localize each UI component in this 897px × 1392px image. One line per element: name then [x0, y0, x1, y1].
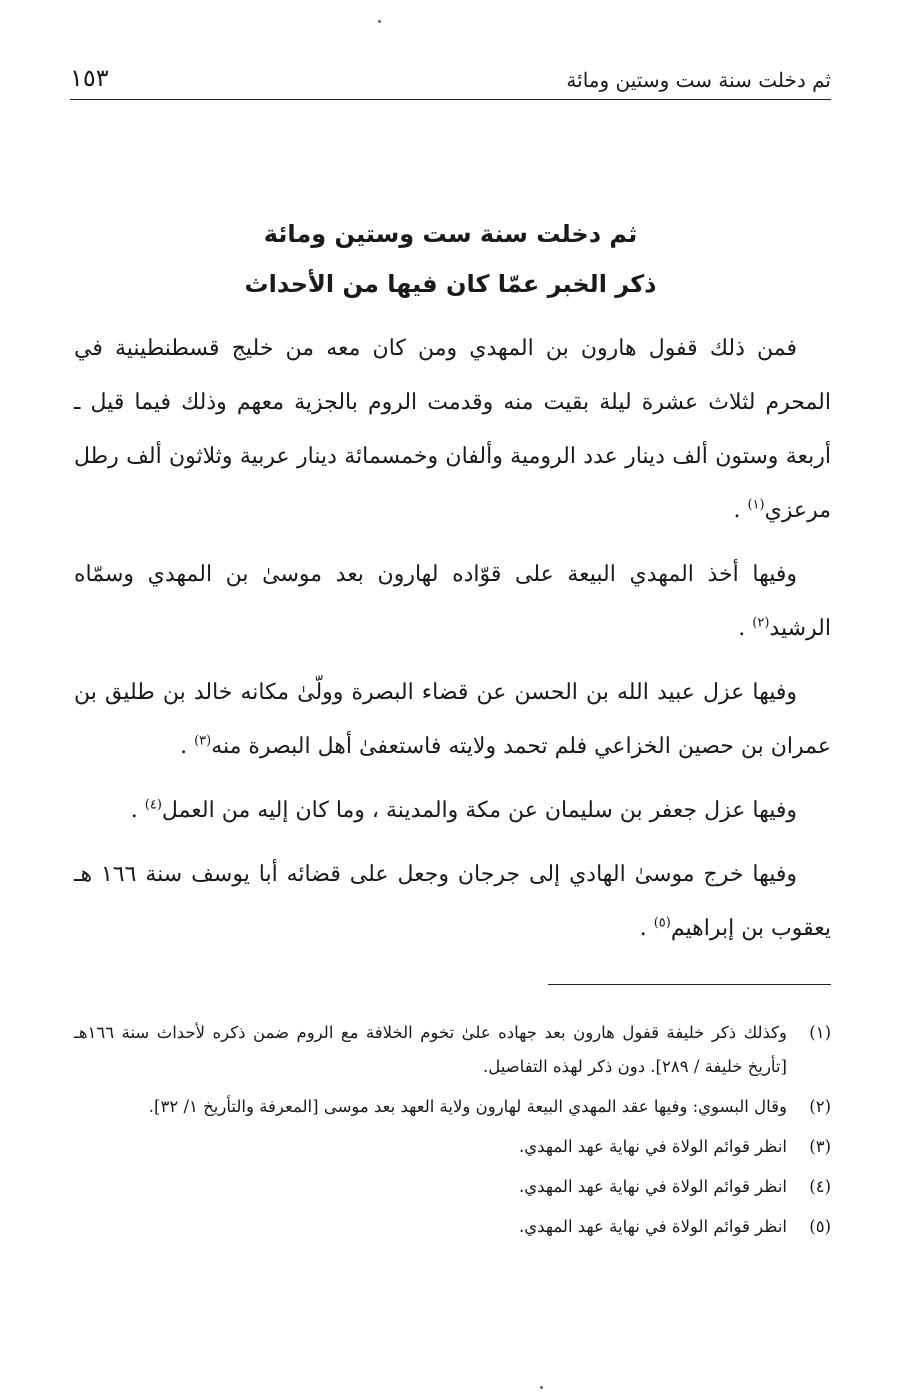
- footnote: [74, 1130, 831, 1164]
- footnote-text: وقال البسوي: وفيها عقد المهدي البيعة لهارون ولاية العهد بعد موسى [المعرفة والتأريخ ١/ ٣٢].: [148, 1097, 787, 1116]
- footnote-ref[interactable]: (٣): [194, 733, 212, 749]
- footnote: [74, 1210, 831, 1244]
- paragraph-text: فمن ذلك قفول هارون بن المهدي ومن كان معه من خليج قسطنطينية في المحرم لثلاث عشرة ليلة بقيت منه وقدمت الروم بالجزية معهم وذلك فيما قيل ـ أربعة وستون ألف دينار عدد الرومية وألفان وخمسمائة دينار عربية وثلاثون ألف رطل مرعزي: [74, 336, 831, 523]
- paragraph-end: .: [130, 798, 138, 823]
- paragraph: [74, 322, 831, 538]
- running-head: [70, 58, 831, 92]
- paragraph: [74, 666, 831, 774]
- footnote: [74, 1016, 831, 1084]
- paragraph: [74, 784, 831, 838]
- footnote-ref[interactable]: (١): [747, 497, 765, 513]
- footnote-separator: [548, 984, 831, 985]
- scan-speck: [378, 20, 381, 23]
- footnote-text: وكذلك ذكر خليفة قفول هارون بعد جهاده علىٰ تخوم الخلافة مع الروم ضمن ذكره لأحداث سنة ١٦٦هـ [تأريخ خليفة / ٢٨٩]. دون ذكر لهذه التفاصيل.: [74, 1023, 787, 1076]
- scan-speck: [540, 1386, 543, 1389]
- header-rule: [70, 99, 831, 100]
- footnote: [74, 1170, 831, 1204]
- footnote-number: (٣): [809, 1137, 831, 1156]
- chapter-title: ثم دخلت سنة ست وستين ومائة: [263, 220, 638, 248]
- footnote-text: انظر قوائم الولاة في نهاية عهد المهدي.: [518, 1217, 787, 1236]
- footnote: [74, 1090, 831, 1124]
- page-number: ١٥٣: [70, 64, 109, 92]
- paragraph-text: وفيها عزل جعفر بن سليمان عن مكة والمدينة ، وما كان إليه من العمل: [161, 798, 797, 823]
- paragraph-text: وفيها أخذ المهدي البيعة على قوّاده لهارون بعد موسىٰ بن المهدي وسمّاه الرشيد: [74, 562, 831, 641]
- footnote-ref[interactable]: (٥): [653, 915, 671, 931]
- paragraph-text: وفيها خرج موسىٰ الهادي إلى جرجان وجعل على قضائه أبا يوسف سنة ١٦٦ هـ يعقوب بن إبراهيم: [74, 862, 831, 941]
- paragraph-end: .: [180, 734, 188, 759]
- body-text: [74, 322, 831, 966]
- footnote-number: (٥): [809, 1217, 831, 1236]
- paragraph-end: .: [733, 498, 741, 523]
- footnote-number: (١): [809, 1023, 831, 1042]
- running-title: ثم دخلت سنة ست وستين ومائة: [566, 68, 831, 92]
- footnotes: [74, 1016, 831, 1250]
- paragraph-text: وفيها عزل عبيد الله بن الحسن عن قضاء البصرة وولّىٰ مكانه خالد بن طليق بن عمران بن حصين الخزاعي فلم تحمد ولايته فاستعفىٰ أهل البصرة منه: [74, 680, 831, 759]
- paragraph: [74, 848, 831, 956]
- footnote-text: انظر قوائم الولاة في نهاية عهد المهدي.: [518, 1137, 787, 1156]
- footnote-number: (٤): [809, 1177, 831, 1196]
- chapter-subtitle: ذكر الخبر عمّا كان فيها من الأحداث: [244, 270, 657, 298]
- footnote-ref[interactable]: (٤): [144, 797, 162, 813]
- footnote-number: (٢): [809, 1097, 831, 1116]
- footnote-text: انظر قوائم الولاة في نهاية عهد المهدي.: [518, 1177, 787, 1196]
- paragraph-end: .: [738, 616, 746, 641]
- paragraph: [74, 548, 831, 656]
- paragraph-end: .: [639, 916, 647, 941]
- footnote-ref[interactable]: (٢): [752, 615, 770, 631]
